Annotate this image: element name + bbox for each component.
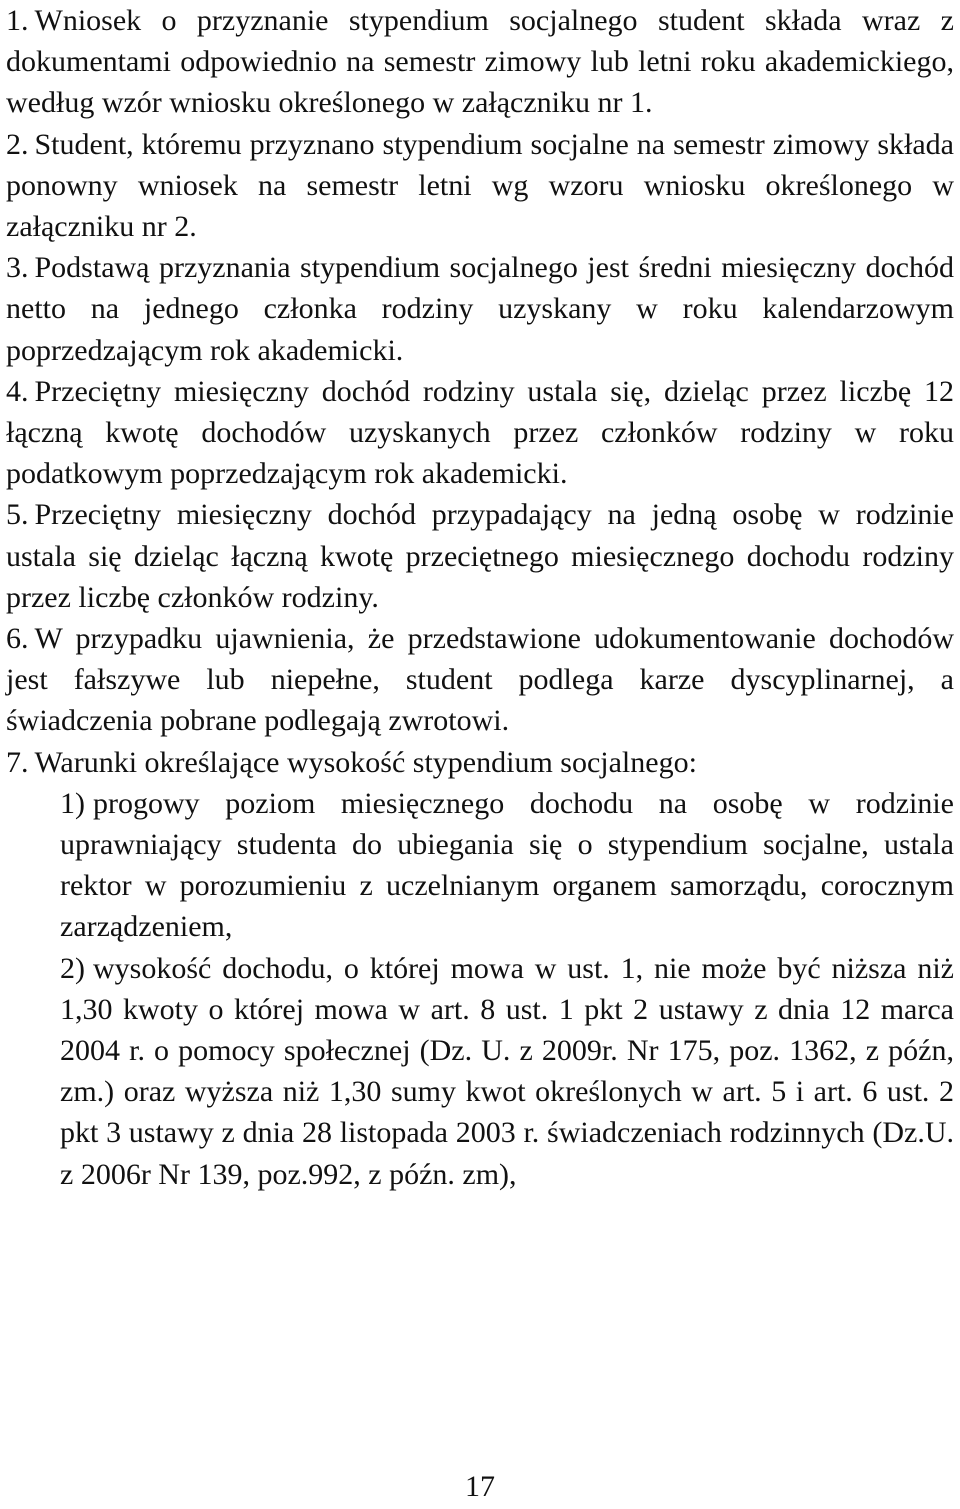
paragraph-text: Student, któremu przyznano stypendium socjalne na semestr zimowy składa ponowny wniosek na semestr letni wg wzoru wniosku określonego w załączniku nr 2.: [6, 127, 954, 244]
sub-item-text: wysokość dochodu, o której mowa w ust. 1, nie może być niższa niż 1,30 kwoty o której mowa w art. 8 ust. 1 pkt 2 ustawy z dnia 12 marca 2004 r. o pomocy społecznej (Dz. U. z 2009r. Nr 175, poz. 1362, z późn, zm.) oraz wyższa niż 1,30 sumy kwot określonych w art. 5 i art. 6 ust. 2 pkt 3 ustawy z dnia 28 listopada 2003 r. świadczeniach rodzinnych (Dz.U. z 2006r Nr 139, poz.992, z późn. zm),: [60, 951, 954, 1191]
paragraph-text: Przeciętny miesięczny dochód rodziny ustala się, dzieląc przez liczbę 12 łączną kwotę dochodów uzyskanych przez członków rodziny w roku podatkowym poprzedzającym rok akademicki.: [6, 374, 954, 491]
sub-item-text: progowy poziom miesięcznego dochodu na osobę w rodzinie uprawniający studenta do ubiegania się o stypendium socjalne, ustala rektor w porozumieniu z uczelnianym organem samorządu, corocznym zarządzeniem,: [60, 786, 954, 944]
sub-list: [6, 783, 954, 1195]
paragraph-6: [6, 618, 954, 742]
sub-item-number: 1): [60, 786, 85, 820]
document-page: [6, 0, 954, 1195]
paragraph-5: [6, 494, 954, 618]
sub-item-2: [60, 948, 954, 1195]
paragraph-number: 5.: [6, 498, 29, 532]
sub-item-number: 2): [60, 951, 85, 985]
paragraph-number: 1.: [6, 4, 29, 37]
paragraph-1: [6, 0, 954, 124]
paragraph-7: [6, 742, 954, 783]
paragraph-text: Podstawą przyznania stypendium socjalnego jest średni miesięczny dochód netto na jednego członka rodziny uzyskany w roku kalendarzowym poprzedzającym rok akademicki.: [6, 251, 954, 367]
paragraph-number: 2.: [6, 127, 29, 161]
paragraph-4: [6, 371, 954, 495]
paragraph-number: 7.: [6, 745, 29, 779]
paragraph-3: [6, 247, 954, 371]
paragraph-text: Wniosek o przyznanie stypendium socjalnego student składa wraz z dokumentami odpowiednio na semestr zimowy lub letni roku akademickiego, według wzór wniosku określonego w załączniku nr 1.: [6, 4, 954, 120]
paragraph-number: 4.: [6, 374, 29, 408]
page-number: 17: [465, 1470, 495, 1503]
sub-item-1: [60, 783, 954, 948]
paragraph-text: Przeciętny miesięczny dochód przypadający na jedną osobę w rodzinie ustala się dzieląc łączną kwotę przeciętnego miesięcznego dochodu rodziny przez liczbę członków rodziny.: [6, 498, 954, 614]
paragraph-2: [6, 124, 954, 248]
paragraph-number: 6.: [6, 622, 29, 656]
paragraph-number: 3.: [6, 251, 29, 285]
paragraph-text: W przypadku ujawnienia, że przedstawione udokumentowanie dochodów jest fałszywe lub niepełne, student podlega karze dyscyplinarnej, a świadczenia pobrane podlegają zwrotowi.: [6, 622, 954, 738]
paragraph-text: Warunki określające wysokość stypendium socjalnego:: [34, 745, 697, 779]
